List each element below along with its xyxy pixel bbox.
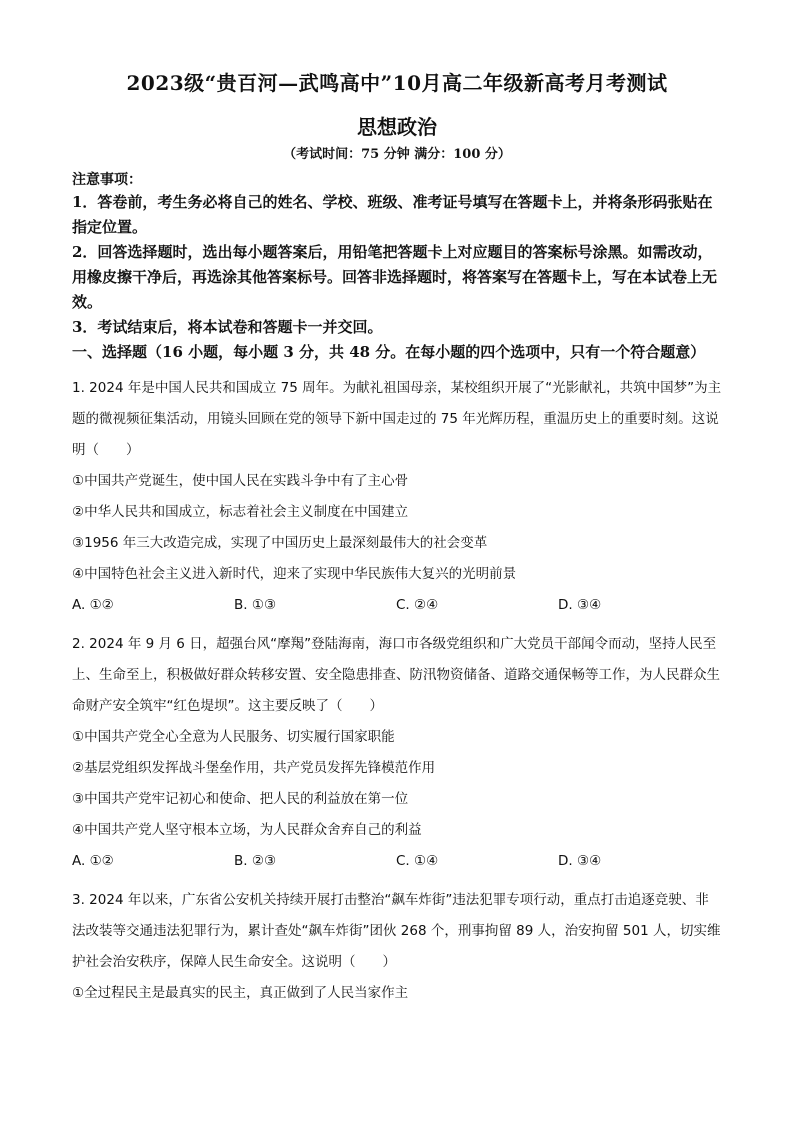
answer-choices xyxy=(72,846,722,877)
statement-option: ①中国共产党全心全意为人民服务、切实履行国家职能 xyxy=(72,729,395,745)
notice-block xyxy=(72,170,722,340)
section-title: 一、选择题（16 小题，每小题 3 分，共 48 分。在每小题的四个选项中，只有一个符合题意） xyxy=(72,343,706,361)
question-stem: 3. 2024 年以来，广东省公安机关持续开展打击整治“飙车炸街”违法犯罪专项行动，重点打击追逐竞驶、非法改装等交通违法犯罪行为，累计查处“飙车炸街”团伙 268 个，刑事拘留 89 人，治安拘留 501 人，切实维护社会治安秩序，保障人民生命安全。这说明（ ） xyxy=(72,892,721,970)
statement-option: ②基层党组织发挥战斗堡垒作用，共产党员发挥先锋模范作用 xyxy=(72,760,436,776)
question-stem: 2. 2024 年 9 月 6 日，超强台风“摩羯”登陆海南，海口市各级党组织和广大党员干部闻令而动，坚持人民至上、生命至上，积极做好群众转移安置、安全隐患排查、防汛物资储备、道路交通保畅等工作，为人民群众生命财产安全筑牢“红色堤坝”。这主要反映了（ ） xyxy=(72,636,720,714)
choice-a: A. ①② xyxy=(72,597,114,613)
statement-option: ③1956 年三大改造完成，实现了中国历史上最深刻最伟大的社会变革 xyxy=(72,535,488,551)
notice-item: 2．回答选择题时，选出每小题答案后，用铅笔把答题卡上对应题目的答案标号涂黑。如需改动，用橡皮擦干净后，再选涂其他答案标号。回答非选择题时，将答案写在答题卡上，写在本试卷上无效。 xyxy=(72,243,718,311)
choice-d: D. ③④ xyxy=(558,853,602,869)
choice-a: A. ①② xyxy=(72,853,114,869)
answer-choices xyxy=(72,590,722,621)
question-2 xyxy=(72,629,722,877)
choice-b: B. ②③ xyxy=(234,853,277,869)
notice-item: 1．答卷前，考生务必将自己的姓名、学校、班级、准考证号填写在答题卡上，并将条形码张贴在指定位置。 xyxy=(72,193,713,236)
statement-option: ③中国共产党牢记初心和使命、把人民的利益放在第一位 xyxy=(72,791,409,807)
statement-option: ④中国共产党人坚守根本立场，为人民群众舍弃自己的利益 xyxy=(72,822,422,838)
subject-title: 思想政治 xyxy=(357,115,437,139)
exam-title: 2023级“贵百河—武鸣高中”10月高二年级新高考月考测试 xyxy=(126,71,668,95)
exam-page xyxy=(72,60,722,1009)
choice-c: C. ①④ xyxy=(396,853,439,869)
statement-option: ①全过程民主是最真实的民主，真正做到了人民当家作主 xyxy=(72,985,409,1001)
statement-option: ②中华人民共和国成立，标志着社会主义制度在中国建立 xyxy=(72,504,409,520)
question-3 xyxy=(72,885,722,1009)
choice-d: D. ③④ xyxy=(558,597,602,613)
choice-c: C. ②④ xyxy=(396,597,439,613)
question-1 xyxy=(72,373,722,621)
notice-item: 3．考试结束后，将本试卷和答题卡一并交回。 xyxy=(72,318,383,336)
statement-option: ①中国共产党诞生，使中国人民在实践斗争中有了主心骨 xyxy=(72,473,409,489)
exam-info: （考试时间：75 分钟 满分：100 分） xyxy=(283,147,511,162)
notice-heading: 注意事项： xyxy=(72,172,142,188)
choice-b: B. ①③ xyxy=(234,597,277,613)
statement-option: ④中国特色社会主义进入新时代，迎来了实现中华民族伟大复兴的光明前景 xyxy=(72,566,517,582)
question-stem: 1. 2024 年是中国人民共和国成立 75 周年。为献礼祖国母亲，某校组织开展了“光影献礼，共筑中国梦”为主题的微视频征集活动，用镜头回顾在党的领导下新中国走过的 75 年光辉历程，重温历史上的重要时刻。这说明（ ） xyxy=(72,380,722,458)
